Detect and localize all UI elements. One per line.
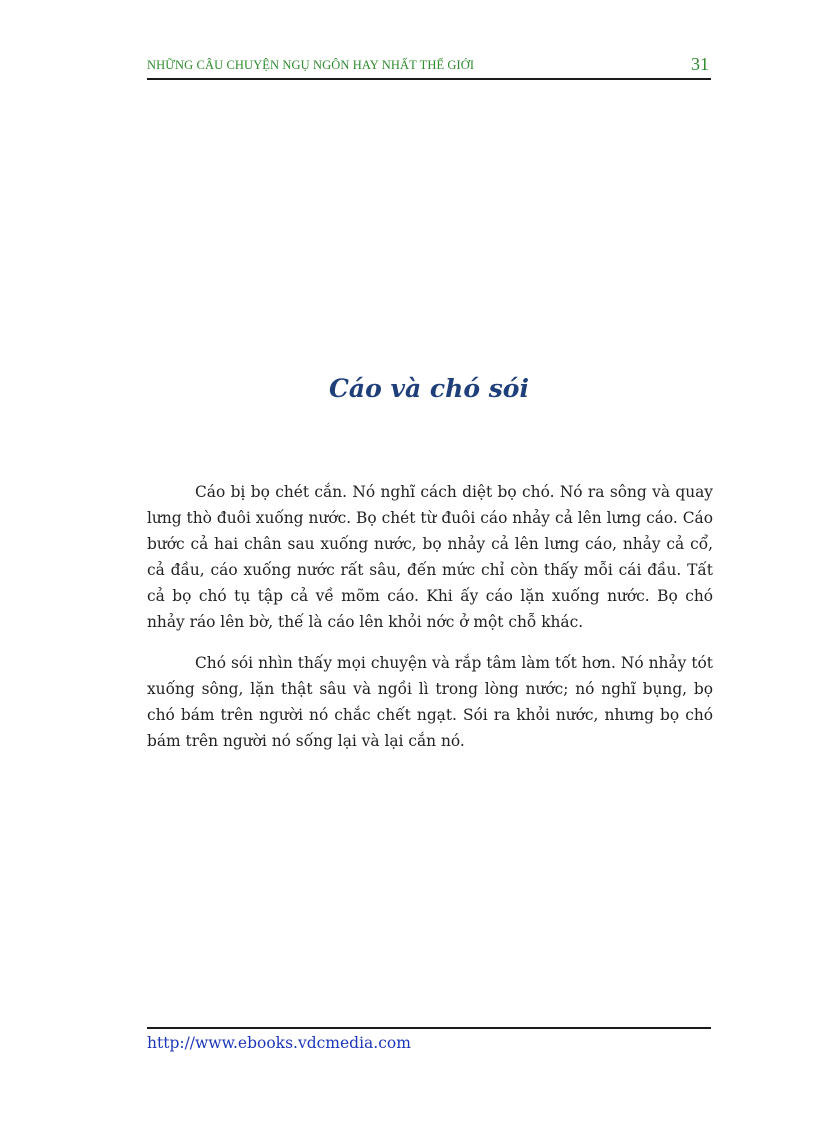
- page-number: 31: [691, 54, 709, 74]
- story-title: Cáo và chó sói: [329, 374, 529, 403]
- footer-link[interactable]: http://www.ebooks.vdcmedia.com: [147, 1034, 411, 1052]
- running-title: NHỮNG CÂU CHUYỆN NGỤ NGÔN HAY NHẤT THẾ GIỚI: [147, 58, 475, 72]
- footer-divider: [147, 1027, 711, 1029]
- story-paragraph-2: Chó sói nhìn thấy mọi chuyện và rắp tâm làm tốt hơn. Nó nhảy tót xuống sông, lặn thật sâu và ngồi lì trong lòng nước; nó nghĩ bụng, bọ chó bám trên người nó chắc chết ngạt. Sói ra khỏi nước, nhưng bọ chó bám trên người nó sống lại và lại cắn nó.: [147, 654, 713, 750]
- story-body: [147, 479, 713, 769]
- story-paragraph-1: Cáo bị bọ chét cắn. Nó nghĩ cách diệt bọ chó. Nó ra sông và quay lưng thò đuôi xuống nước. Bọ chét từ đuôi cáo nhảy cả lên lưng cáo. Cáo bước cả hai chân sau xuống nước, bọ nhảy cả lên lưng cáo, nhảy cả cổ, cả đầu, cáo xuống nước rất sâu, đến mức chỉ còn thấy mỗi cái đầu. Tất cả bọ chó tụ tập cả về mõm cáo. Khi ấy cáo lặn xuống nước. Bọ chó nhảy ráo lên bờ, thế là cáo lên khỏi nớc ở một chỗ khác.: [147, 483, 713, 631]
- page-header: [147, 54, 711, 80]
